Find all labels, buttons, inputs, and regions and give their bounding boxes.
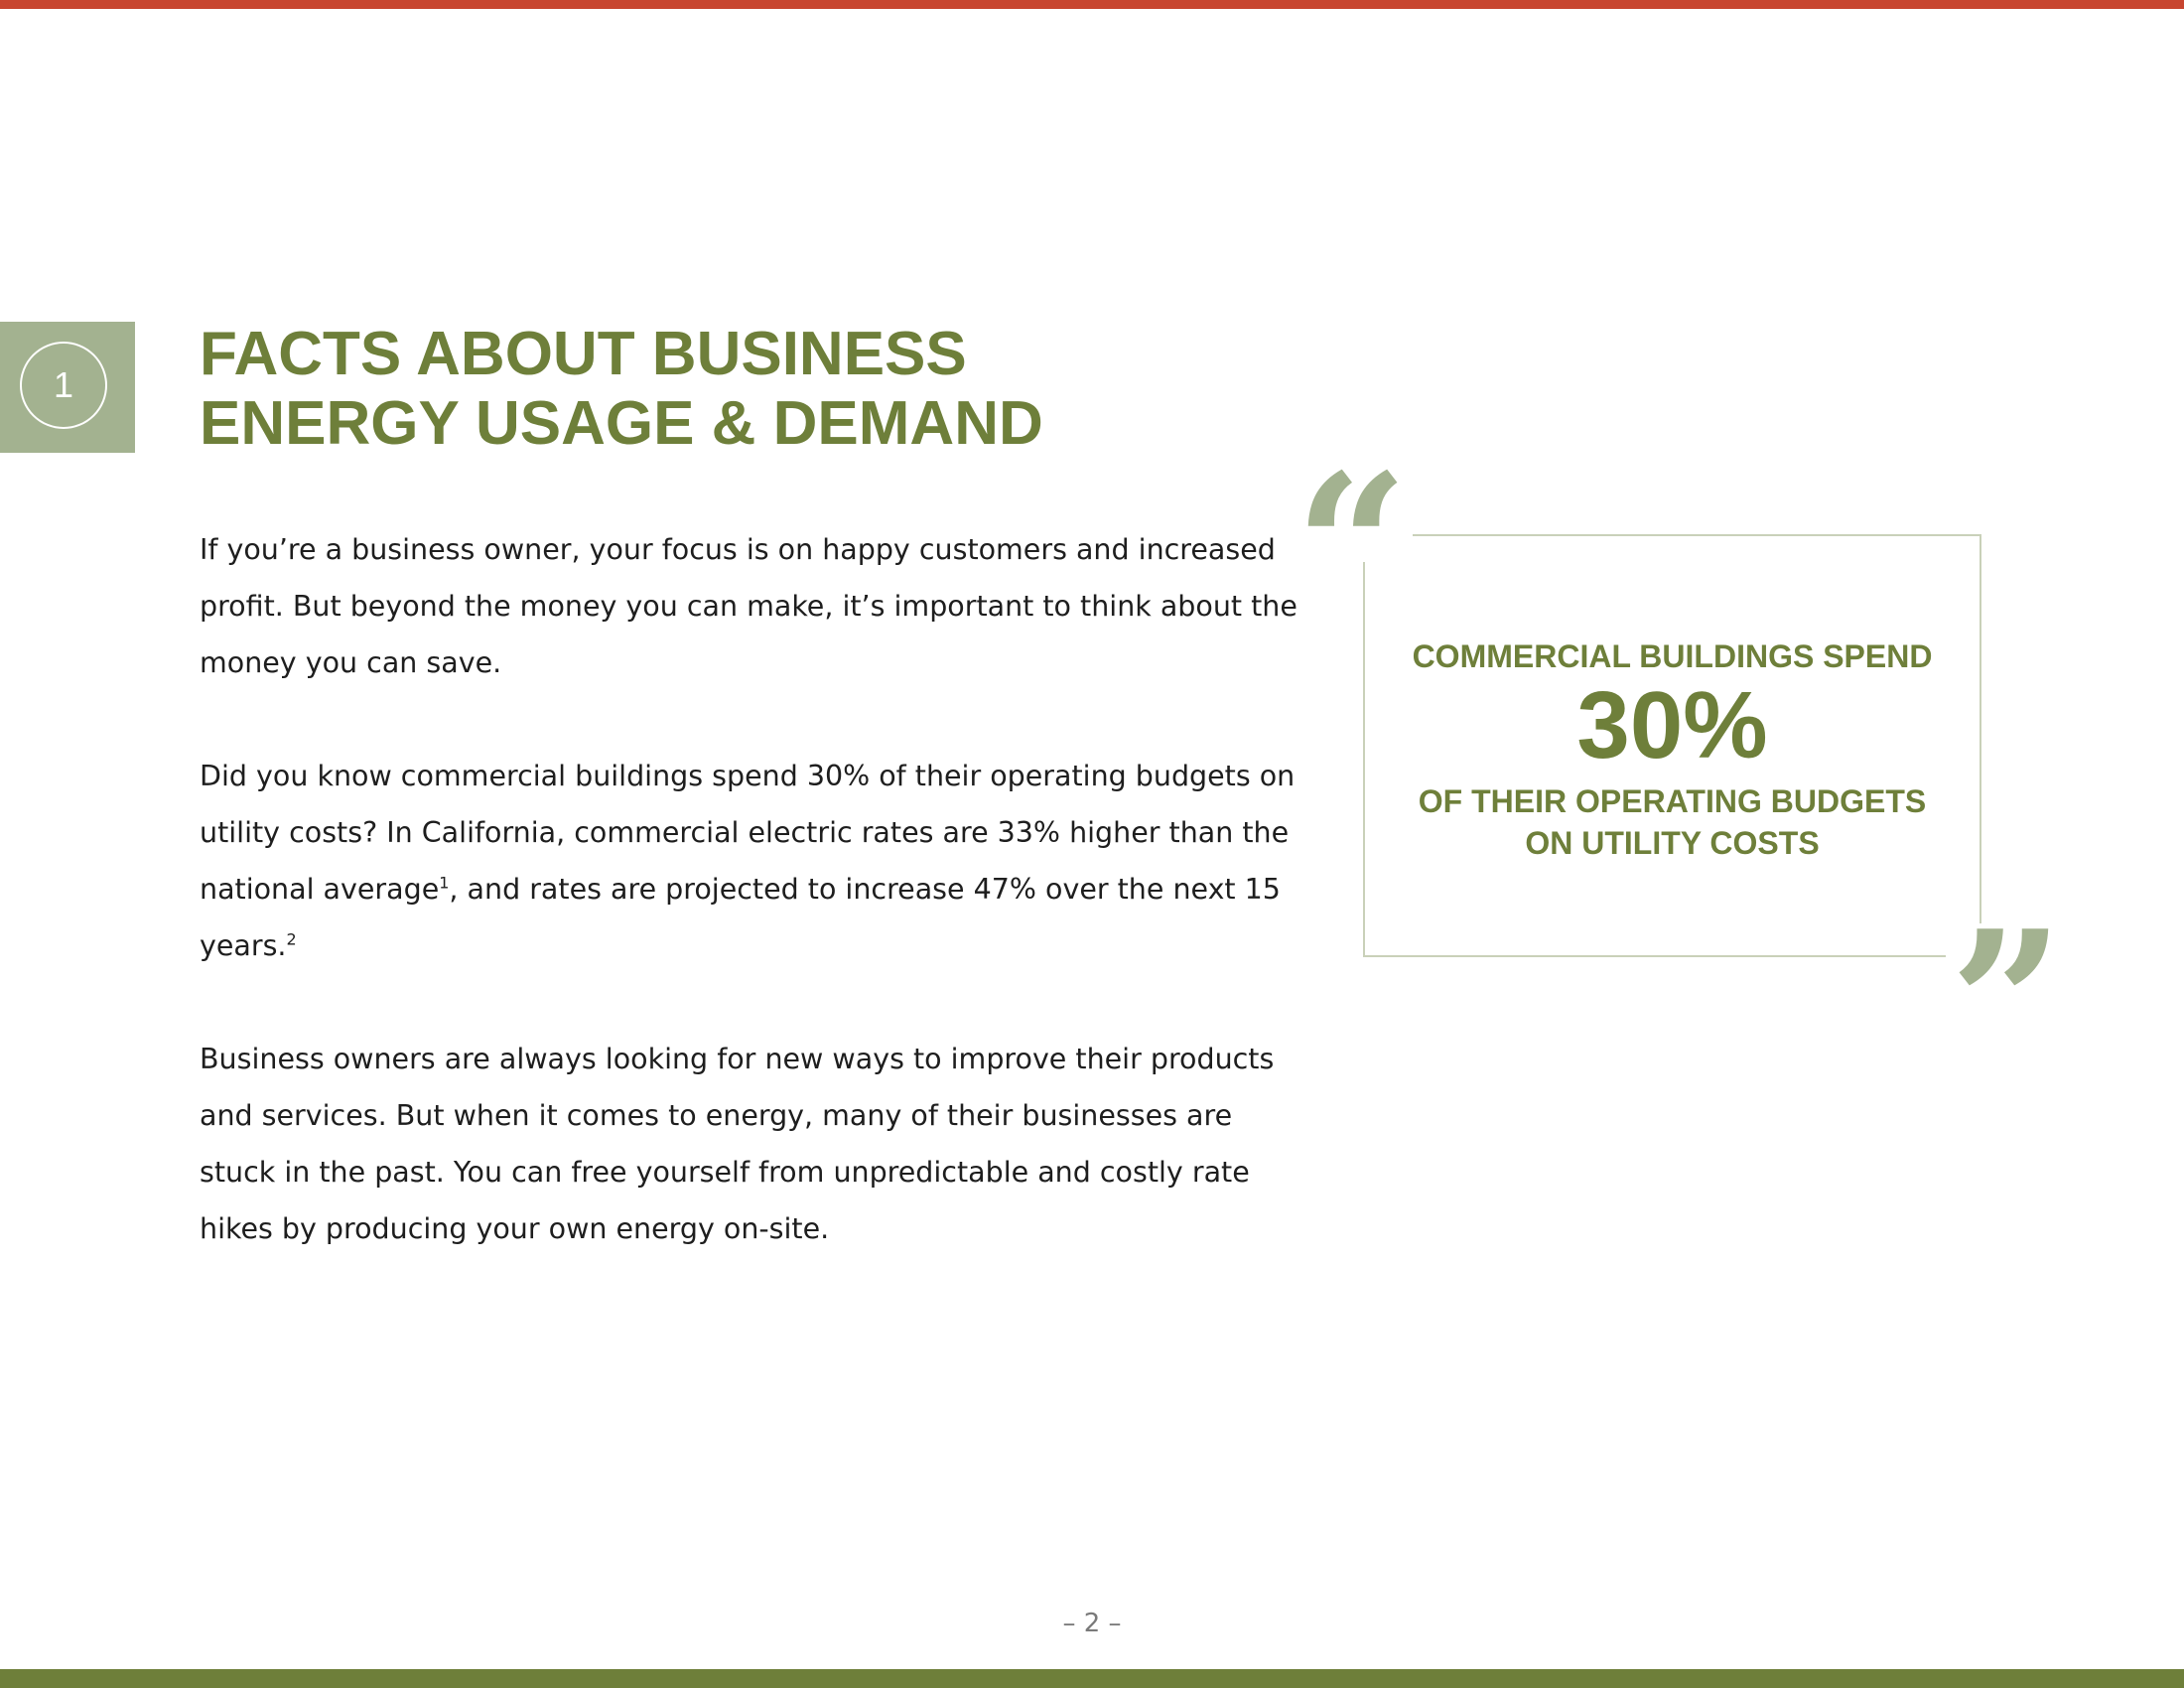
callout-line-3: ON UTILITY COSTS [1525,825,1820,861]
callout-line-1: COMMERCIAL BUILDINGS SPEND [1412,638,1933,674]
paragraph-1: If you’re a business owner, your focus is on happy customers and increased profit. But beyond the money you can make, it’s important to think about the money you can save. [200,533,1297,679]
paragraph-2-text-b: , and rates are projected to increase 47% over the next 15 years. [200,873,1281,962]
open-quote-icon: “ [1291,467,1413,562]
page-title-line-2: ENERGY USAGE & DEMAND [200,389,1043,458]
page-title-line-1: FACTS ABOUT BUSINESS [200,320,967,388]
callout-line-2: OF THEIR OPERATING BUDGETS [1418,783,1927,819]
footnote-ref-1: 1 [439,873,450,893]
page-title [200,320,1192,459]
bottom-accent-bar [0,1669,2184,1688]
paragraph-2 [200,748,1311,974]
section-number-badge [0,322,135,453]
section-number: 1 [53,364,74,405]
paragraph-2-text-a: Did you know commercial buildings spend 30% of their operating budgets on utility costs? In California, commercial electric rates are 33% higher than the national average [200,760,1296,906]
paragraph-3: Business owners are always looking for new ways to improve their products and services. But when it comes to energy, many of their businesses are stuck in the past. You can free yourself from unpredictable and costly rate hikes by producing your own energy on-site. [200,1043,1275,1245]
top-accent-bar [0,0,2184,9]
callout-figure: 30% [1576,672,1768,778]
body-text [200,521,1311,1314]
footnote-ref-2: 2 [286,929,297,949]
pull-quote-text [1363,635,1981,864]
close-quote-icon: ” [1946,923,2068,1019]
page-number: – 2 – [1062,1609,1122,1638]
